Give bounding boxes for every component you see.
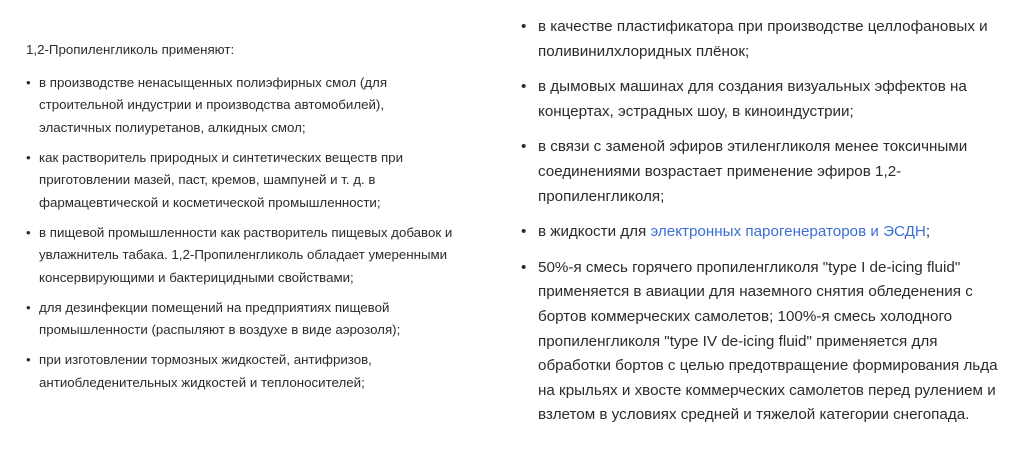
bullet-icon: • <box>521 78 527 96</box>
list-item-text: в качестве пластификатора при производстве целлофановых и поливинилхлоридных плёнок; <box>538 18 988 60</box>
list-item <box>521 135 999 209</box>
bullet-icon: • <box>26 299 31 315</box>
bullet-icon: • <box>26 149 31 165</box>
bullet-icon: • <box>26 224 31 240</box>
list-item <box>26 297 456 342</box>
list-item-text: для дезинфекции помещений на предприятиях пищевой промышленности (распыляют в воздухе в виде аэрозоля); <box>39 299 401 337</box>
list-item-text: в дымовых машинах для создания визуальных эффектов на концертах, эстрадных шоу, в киноиндустрии; <box>538 78 967 120</box>
bullet-icon: • <box>521 138 527 156</box>
bullet-icon: • <box>521 223 527 241</box>
list-item <box>521 256 999 428</box>
list-item <box>521 220 999 245</box>
list-item-text: в производстве ненасыщенных полиэфирных смол (для строительной индустрии и производства автомобилей), эластичных полиуретанов, алкидных смол; <box>39 74 388 135</box>
list-item-suffix: ; <box>925 223 931 241</box>
right-column <box>521 0 999 439</box>
left-column <box>26 0 456 402</box>
list-item-prefix: в жидкости для <box>538 223 651 241</box>
list-item <box>26 222 456 290</box>
bullet-icon: • <box>26 74 31 90</box>
list-item <box>26 72 456 140</box>
list-intro: 1,2-Пропиленгликоль применяют: <box>26 42 235 57</box>
left-bullet-list <box>26 72 456 395</box>
right-bullet-list <box>521 15 999 428</box>
vaporizer-link[interactable]: электронных парогенераторов и ЭСДН <box>650 223 926 241</box>
list-item <box>26 147 456 215</box>
bullet-icon: • <box>26 352 31 367</box>
list-item <box>26 349 456 394</box>
list-item <box>521 15 999 64</box>
list-item-text: при изготовлении тормозных жидкостей, антифризов, антиобледенительных жидкостей и теплоносителей; <box>39 352 372 390</box>
bullet-icon: • <box>521 18 527 35</box>
list-item-text: в пищевой промышленности как растворитель пищевых добавок и увлажнитель табака. 1,2-Пропиленгликоль обладает умеренными консервирующими и бактерицидными свойствами; <box>39 224 453 285</box>
list-item-text: как растворитель природных и синтетических веществ при приготовлении мазей, паст, кремов, шампуней и т. д. в фармацевтической и косметической промышленности; <box>39 149 404 210</box>
list-item-text <box>538 223 930 240</box>
list-item <box>521 75 999 124</box>
list-item-text: 50%-я смесь горячего пропиленгликоля "type I de-icing fluid" применяется в авиации для наземного снятия обледенения с бортов коммерческих самолетов; 100%-я смесь холодного пропиленгликоля "type IV de-icing fluid" применяется для обработки бортов с целью предотвращение формирования льда на крыльях и хвосте коммерческих самолетов перед рулением и взлетом в условиях средней и тяжелой категории снегопада. <box>538 258 998 424</box>
bullet-icon: • <box>521 258 527 276</box>
list-item-text: в связи с заменой эфиров этиленгликоля менее токсичными соединениями возрастает применение эфиров 1,2-пропиленгликоля; <box>538 138 968 205</box>
